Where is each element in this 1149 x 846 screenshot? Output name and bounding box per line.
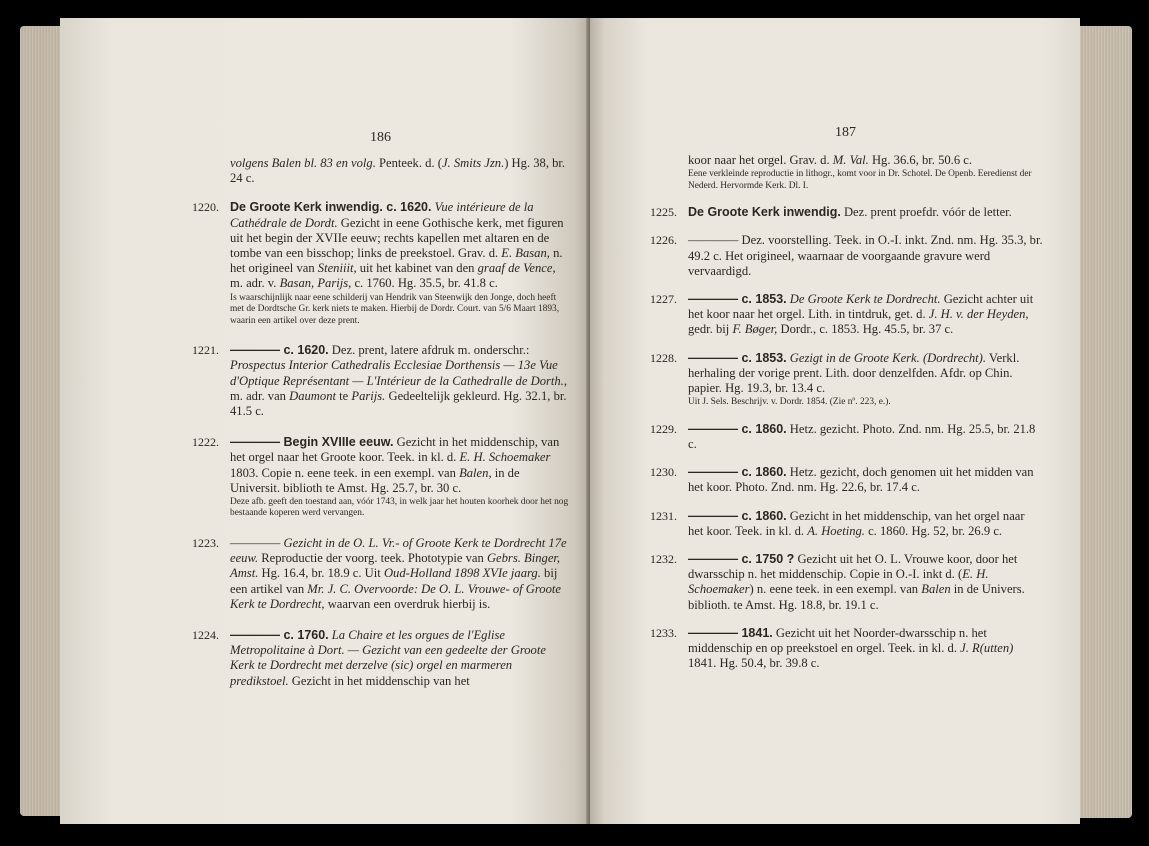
italic-text: volgens Balen bl. 83 en volg.	[230, 156, 376, 170]
entry-text: c. 1760. Hg. 35.5, br. 41.8 c.	[351, 276, 498, 291]
italic-text: F. Bøger,	[732, 322, 778, 337]
entry-body	[688, 422, 1043, 452]
page-edges-left	[20, 26, 60, 816]
entry-body	[688, 233, 1043, 279]
entry-body	[230, 628, 570, 689]
italic-text: Daumont	[289, 388, 336, 403]
italic-text: graaf de Vence,	[477, 261, 556, 276]
entry-heading: ———— c. 1620.	[230, 343, 329, 358]
italic-text: Balen,	[459, 465, 492, 480]
footnote: Uit J. Sels. Beschrijv. v. Dordr. 1854. (Zie nº. 223, e.).	[688, 397, 891, 408]
italic-text: E. H. Schoemaker	[459, 450, 551, 465]
italic-text: Gezicht in de O. L. Vr.- of Groote Kerk te Dordrecht 17e eeuw.	[230, 535, 567, 566]
entry-text: Verkl. herhaling der vorige prent. Lith. door denzelfden. Afdr. op Chin. papier. Hg. 19.3, br. 13.4 c.	[688, 350, 1020, 396]
entry-text: Hetz. gezicht, doch genomen uit het midden van het koor. Photo. Znd. nm. Hg. 22.6, br. 17.4 c.	[688, 465, 1034, 495]
entry-body	[688, 292, 1043, 338]
entry-text: Reproductie der voorg. teek. Phototypie van	[258, 551, 487, 566]
entry-text: in de Universit. biblioth te Amst. Hg. 25.7, br. 30 c.	[230, 465, 520, 495]
italic-text: Gezigt in de Groote Kerk. (Dordrecht).	[786, 350, 987, 365]
entry-text: m. adr. v.	[230, 276, 280, 291]
page-edges-right	[1080, 26, 1132, 818]
entry-text: m. adr. van	[230, 388, 290, 403]
left-page	[60, 18, 590, 824]
entry-text: c. 1860. Hg. 52, br. 26.9 c.	[864, 523, 1003, 538]
entry-heading: ———— Begin XVIIIe eeuw.	[230, 435, 394, 450]
entry-number: 1220.	[192, 200, 219, 215]
entry-heading: ———— c. 1750 ?	[688, 551, 795, 566]
entry-heading: ———— 1841.	[688, 625, 773, 640]
italic-text: A. Hoeting.	[807, 523, 865, 538]
entry-number: 1227.	[650, 292, 677, 307]
entry-text: Gezicht in het middenschip, van het orgel naar het koor. Teek. in kl. d.	[688, 508, 1025, 538]
entry-heading: ———— c. 1860.	[688, 421, 787, 436]
entry-text: bij een artikel van	[230, 566, 558, 596]
italic-text: Oud-Holland 1898 XVIe jaarg.	[383, 566, 541, 581]
entry-number: 1233.	[650, 625, 677, 640]
entry-text: uit het kabinet van den	[356, 261, 478, 276]
entry-text: 1803. Copie n. eene teek. in een exempl. van	[230, 465, 460, 480]
footnote: Deze afb. geeft den toestand aan, vóór 1743, in welk jaar het houten koorhek door het nog bestaande koperen werd vervangen.	[230, 496, 569, 519]
entry-number: 1226.	[650, 233, 677, 248]
catalog-entry	[650, 233, 1043, 279]
entry-heading: ———— c. 1853.	[688, 350, 787, 365]
catalog-entry	[192, 627, 570, 689]
entry-text: gedr. bij	[688, 322, 733, 337]
entry-text: ) n. eene teek. in een exempl. van	[749, 582, 922, 597]
entry-text: Gezicht uit het O. L. Vrouwe koor, door het dwarsschip n. het middenschip. Copie in O.-I. inkt d. (	[688, 551, 1018, 582]
entry-text: koor naar het orgel. Grav. d.	[688, 153, 833, 167]
italic-text: Prospectus Interior Cathedralis Ecclesiae Dorthensis — 13e Vue d'Optique Représentant — L'Intérieur de la Cathedralle de Dorth.,	[230, 358, 567, 388]
entry-body	[688, 205, 1043, 220]
italic-text: J. Smits Jzn.	[441, 156, 505, 170]
catalog-entry	[650, 292, 1043, 338]
entry-number: 1232.	[650, 551, 677, 566]
italic-text: Gebrs. Binger, Amst.	[230, 551, 561, 581]
italic-text: Parijs.	[351, 388, 386, 403]
entry-body	[688, 465, 1043, 495]
continued-text	[688, 153, 1043, 168]
entry-heading: ———— c. 1853.	[688, 292, 787, 307]
entry-text: Dez. prent, latere afdruk m. onderschr.:	[328, 343, 530, 358]
entry-text: Hg. 36.6, br. 50.6 c.	[868, 153, 973, 167]
entry-number: 1229.	[650, 421, 677, 436]
entry-text: ————	[230, 535, 284, 550]
italic-text: J. H. v. der Heyden,	[928, 307, 1029, 322]
entry-text: Gezicht uit het Noorder-dwarsschip n. het middenschip en op preekstoel en orgel. Teek. in kl. d.	[688, 625, 987, 655]
catalog-entry	[192, 535, 570, 612]
entry-number: 1230.	[650, 465, 677, 480]
page-number: 187	[835, 125, 856, 140]
open-book	[20, 18, 1132, 828]
entry-heading: De Groote Kerk inwendig. c. 1620.	[230, 200, 432, 215]
catalog-entry	[650, 421, 1043, 452]
italic-text: Vue intérieure de la Cathédrale de Dordt.	[230, 200, 534, 230]
entry-heading: ———— c. 1860.	[688, 465, 787, 480]
entry-text: in de Univers. biblioth. te Amst. Hg. 18.8, br. 19.1 c.	[688, 582, 1025, 612]
catalog-entry	[650, 350, 1043, 409]
entry-number: 1222.	[192, 435, 219, 450]
entry-body	[230, 200, 570, 291]
entry-text: Dez. prent proefdr. vóór de letter.	[840, 205, 1012, 220]
entry-text: waarvan een overdruk hierbij is.	[324, 596, 491, 611]
continued-text	[230, 156, 570, 186]
italic-text: M. Val.	[832, 153, 869, 167]
entry-body	[230, 435, 570, 496]
entry-body	[230, 343, 570, 419]
italic-text: Mr. J. C. Overvoorde: De O. L. Vrouwe- of Groote Kerk te Dordrecht,	[230, 581, 561, 611]
right-page-text	[650, 153, 1043, 671]
catalog-entry	[192, 200, 570, 327]
entry-text: Gezicht in het middenschip van het	[288, 673, 470, 688]
italic-text: Basan, Parijs,	[279, 276, 352, 291]
italic-text: Steniiit,	[317, 261, 357, 276]
entry-text: Hetz. gezicht. Photo. Znd. nm. Hg. 25.5, br. 21.8 c.	[688, 421, 1036, 451]
entry-number: 1231.	[650, 508, 677, 523]
italic-text: La Chaire et les orgues de l'Eglise Metropolitaine à Dort. — Gezicht van een gedeelte der Groote Kerk te Dordrecht met derzelve (sic) orgel en marmeren predikstoel.	[230, 627, 546, 688]
entry-body	[688, 626, 1043, 672]
entry-number: 1221.	[192, 343, 219, 358]
catalog-entry	[650, 508, 1043, 539]
entry-heading: ———— c. 1860.	[688, 508, 787, 523]
catalog-entry	[650, 205, 1043, 220]
entry-text: te	[336, 388, 352, 403]
entry-body	[688, 509, 1043, 539]
italic-text: De Groote Kerk te Dordrecht.	[786, 292, 941, 307]
entry-text: Gezicht achter uit het koor naar het orgel. Lith. in tintdruk, get. d.	[688, 292, 1034, 322]
entry-text: ———— Dez. voorstelling. Teek. in O.-I. inkt. Znd. nm. Hg. 35.3, br. 49.2 c. Het origineel, waarnaar de voorgaande gravure werd vervaardigd.	[688, 233, 1043, 278]
entry-body	[688, 351, 1043, 397]
entry-body	[688, 552, 1043, 613]
entry-heading: ———— c. 1760.	[230, 627, 329, 642]
italic-text: Balen	[921, 582, 951, 597]
italic-text: J. R(utten)	[960, 640, 1014, 655]
right-page	[590, 18, 1080, 824]
italic-text: E. Basan,	[501, 246, 550, 261]
entry-number: 1224.	[192, 627, 219, 642]
entry-text: Hg. 16.4, br. 18.9 c. Uit	[258, 566, 384, 581]
entry-number: 1225.	[650, 205, 677, 220]
page-number: 186	[370, 130, 391, 145]
catalog-entry	[192, 343, 570, 419]
entry-text: Gedeeltelijk gekleurd. Hg. 32.1, br. 41.5 c.	[230, 388, 567, 418]
entry-text: Penteek. d. (	[375, 156, 442, 170]
entry-body	[230, 536, 570, 612]
entry-text: n. het origineel van	[230, 246, 563, 276]
entry-text: Gezicht in eene Gothische kerk, met figuren uit het begin der XVIIe eeuw; rechts kapellen met altaren en de tombe van een bisschop; links de preekstoel. Grav. d.	[230, 215, 564, 261]
entry-number: 1223.	[192, 535, 219, 550]
entry-text: Dordr., c. 1853. Hg. 45.5, br. 37 c.	[777, 322, 954, 337]
footnote: Is waarschijnlijk naar eene schilderij van Hendrik van Steenwijk den Jonge, doch heeft met de Dordtsche Gr. kerk niets te maken. Hierbij de Dordr. Court. van 5/6 Maart 1893, waarin een artikel over deze prent.	[230, 292, 560, 326]
entry-text: Gezicht in het middenschip, van het orgel naar het Groote koor. Teek. in kl. d.	[230, 435, 560, 465]
entry-text: ) Hg. 38, br. 24 c.	[230, 156, 566, 186]
catalog-entry	[192, 435, 570, 520]
italic-text: E. H. Schoemaker	[688, 567, 989, 597]
footnote: Eene verkleinde reproductie in lithogr., komt voor in Dr. Schotel. De Openb. Eeredienst der Nederd. Hervormde Kerk. Dl. I.	[688, 169, 1032, 191]
catalog-entry	[650, 551, 1043, 613]
entry-number: 1228.	[650, 350, 677, 365]
entry-text: 1841. Hg. 50.4, br. 39.8 c.	[688, 656, 820, 671]
entry-heading: De Groote Kerk inwendig.	[688, 205, 841, 220]
left-page-text	[192, 156, 570, 689]
catalog-entry	[650, 465, 1043, 495]
catalog-entry	[650, 625, 1043, 672]
